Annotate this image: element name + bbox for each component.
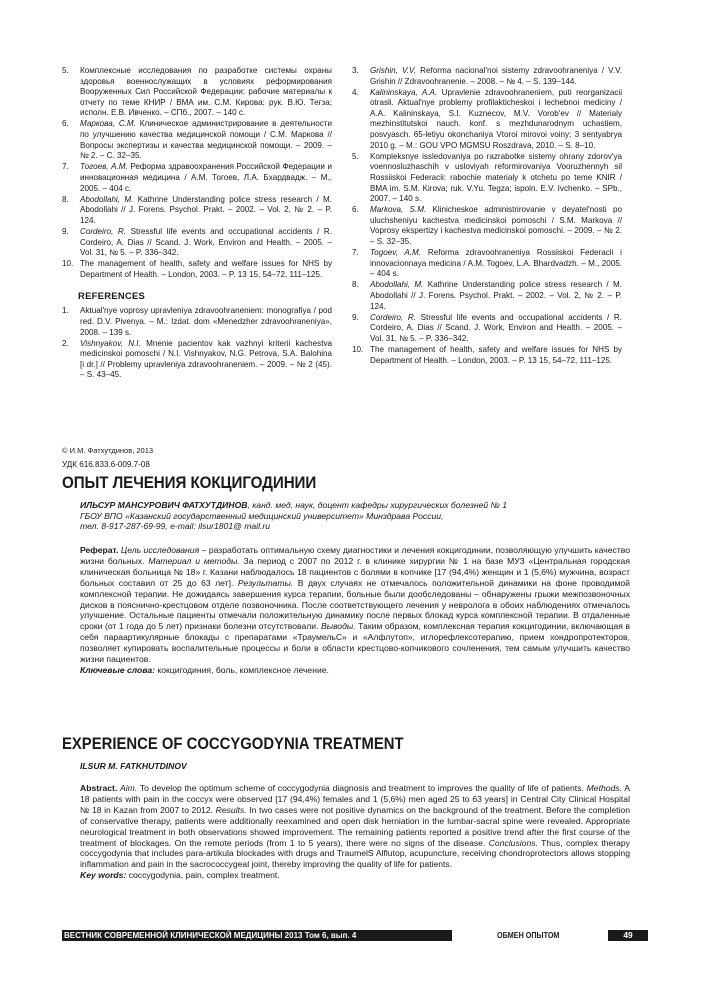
reference-text: Stressful life events and occupational accidents / R. Cordeiro, A. Dias // Scand. J. Work, Environ and Health. – 2005. – Vol. 31, № 5. – P. 336–342.	[80, 226, 333, 258]
methods-text-en: A 18 patients with pain in the coccyx were observed [17 (94,4%) females and 1 (5,6%) men aged 25 to 63 years] in Central City Clinical Hospital № 18 in Kazan from 2007 to 2012.	[80, 783, 631, 815]
reference-item	[352, 280, 622, 312]
keywords-label: Ключевые слова:	[80, 664, 155, 675]
methods-label: Материал и методы.	[148, 555, 240, 566]
reference-author: Vishnyakov, N.I.	[80, 338, 141, 348]
reference-item	[62, 195, 332, 227]
reference-text: Mnenie pacientov kak vazhnyi kriterii kachestva medicinskoi pomoschi / N.I. Vishnyakov, N.G. Petrova, S.A. Balohina [i dr.] // Problemy upravleniya zdravoohraneniem. – 2009. – № 2 (45). – S. 43–45.	[80, 338, 333, 380]
reference-number: 10.	[62, 259, 74, 269]
aim-label-en: Aim.	[120, 783, 138, 793]
reference-number: 2.	[62, 338, 69, 348]
keywords-text-en: coccygodynia, pain, complex treatment.	[126, 870, 280, 881]
reference-item	[62, 119, 332, 161]
reference-item	[352, 248, 622, 280]
reference-number: 6.	[62, 119, 69, 129]
author-name-en: ILSUR M. FATKHUTDINOV	[80, 761, 187, 771]
results-text: В двух случаях не отмечалось положительной динамики на фоне проводимой комплексной терапии. Не дожидаясь завершения курса терапии, больные были дообследованы – обнаружены грыжи межпозвоночных дисков в пояснично-крестцовом отделе позвоночника. После соответствующего лечения у невролога в обоих наблюдениях отмечалось улучшение. Остальные пациенты отмечали положительную динамику после первых блокад курса комплексной терапии. В отдаленные сроки (от 1 года до 5 лет) признаки болезни отсутствовали.	[80, 577, 630, 632]
reference-text: Stressful life events and occupational accidents / R. Cordeiro, A. Dias // Scand. J. Work, Environ and Health. – 2005. – Vol. 31, № 5. – P. 336–342.	[370, 312, 623, 343]
left-column	[62, 66, 332, 382]
reference-author: Cordeiro, R.	[80, 226, 126, 236]
reference-text: Aktual'nye voprosy upravleniya zdravoohraneniem: monografiya / pod red. D.V. Pivenya. – M.: Izdat. dom «Menedzher zdravoohraneniya», 2008. – 139 s.	[80, 306, 332, 337]
reference-number: 3.	[352, 66, 359, 75]
methods-label-en: Methods.	[586, 783, 622, 793]
results-text-en: In two cases were not positive dynamics on the background of the treatment. Before the completion of conservative therapy, patients were additionally reexamined and open disk herniation in the lumbar-sacral spine were revealed. Appropriate neurological treatment in both observations showed improvement. The remaining patients reported a positive trend after the first course of the treatment of blockages. On the remote periods (from 1 to 5 years), there were no signs of the disease.	[80, 804, 630, 848]
references-heading: REFERENCES	[78, 290, 146, 302]
reference-number: 7.	[352, 248, 359, 258]
author-info-ru	[80, 500, 640, 532]
right-refs-list	[352, 66, 622, 366]
abstract-en	[80, 783, 630, 881]
abstract-label-en: Abstract.	[80, 783, 118, 793]
reference-item	[352, 66, 622, 87]
reference-number: 4.	[352, 87, 359, 97]
right-column	[352, 66, 622, 382]
reference-text: Upravlenie zdravoohraneniem, puti reorganizacii otrasli. Aktual'nye problemy profilakticheskoi i lechebnoi mediciny / A.A. Kalininskaya, S.I. Kuznecov, M.V. Vorob'ev // Materialy mezhinstitutskoi nauch. konf. s mezhdunarodnym uchastiem, posvyasch. 65-letiyu okonchaniya Vtoroi mirovoi voiny; 3 sentyabrya 2010 g. – M.: GOU VPO MGMSU Roszdrava, 2010. – S. 8–10.	[370, 87, 622, 150]
aim-text: – разработать оптимальную схему диагностики и лечения кокцигодинии, позволяющую улучшить качество жизни больных.	[80, 545, 631, 566]
reference-author: Маркова, С.М.	[80, 119, 136, 129]
author-affiliation-ru: ГБОУ ВПО «Казанский государственный медицинский университет» Минздрава России,	[80, 510, 444, 521]
reference-item	[62, 227, 332, 259]
reference-text: Kathrine Understanding police stress research / M. Abodollahi // J. Forens. Psychol. Prakt. – 2002. – Vol. 2, № 2. – P. 124.	[80, 194, 333, 225]
reference-number: 10.	[352, 344, 364, 354]
reference-text: Reforma nacional'noi sistemy zdravoohraneniya / V.V. Grishin // Zdravoohranenie. – 2008. – № 4. – S. 139–144.	[370, 66, 622, 86]
reference-text: Комплексные исследования по разработке системы охраны здоровья военнослужащих в условиях реформирования Вооруженных Сил Российской Федерации: рабочие материалы к отчету по теме КНИР / ВМА им. С.М. Кирова; рук. В.Ю. Тегза; исполн. Е.В. Ивченко. – СПб., 2007. – 140 с.	[80, 66, 332, 118]
left-refs-list	[62, 66, 332, 280]
reference-author: Togoev, A.M.	[370, 248, 422, 258]
reference-author: Cordeiro, R.	[370, 312, 416, 322]
reference-item	[352, 205, 622, 247]
reference-author: Abodollahi, M.	[80, 194, 134, 204]
reference-item	[352, 88, 622, 152]
conclusions-text: Таким образом, комплексная терапия кокцигодинии, включающая в себя параартикулярные блокады с препаратами «ТраумельС» и «Алфлутоп», иглорефлексотерапию, прием хондропротекторов, позволяет купировать воспалительные процессы и боли в области крестцово-копчикового сочленения, тем самым улучшить качество жизни пациентов.	[80, 621, 630, 665]
reference-text: Kathrine Understanding police stress research / M. Abodollahi // J. Forens. Psychol. Prakt. – 2002. – Vol. 2, № 2. – P. 124.	[370, 280, 623, 311]
reference-item	[352, 345, 622, 366]
author-name-ru: ИЛЬСУР МАНСУРОВИЧ ФАТХУТДИНОВ	[80, 500, 248, 510]
aim-label: Цель исследования	[120, 545, 200, 555]
reference-text: The management of health, safety and welfare issues for NHS by Department of Health. – London, 2003. – P. 13 15, 54–72, 111–125.	[80, 259, 332, 279]
reference-number: 1.	[62, 306, 69, 316]
reference-text: Reforma zdravoohraneniya Rossiiskoi Federacii i innovacionnaya medicina / A.M. Togoev, L.A. Bhardvadzh. – M., 2005. – 404 s.	[370, 248, 622, 279]
reference-number: 8.	[352, 280, 359, 290]
reference-item	[62, 259, 332, 280]
reference-item	[352, 313, 622, 345]
conclusions-label-en: Conclusions.	[488, 837, 538, 848]
article-title-en: EXPERIENCE OF COCCYGODYNIA TREATMENT	[62, 735, 404, 753]
footer-journal-bar: ВЕСТНИК СОВРЕМЕННОЙ КЛИНИЧЕСКОЙ МЕДИЦИНЫ 2013 Том 6, вып. 4	[62, 930, 452, 941]
reference-number: 7.	[62, 162, 69, 172]
keywords-label-en: Key words:	[80, 870, 127, 881]
conclusions-label: Выводы.	[321, 621, 356, 632]
results-label: Результаты.	[237, 577, 294, 588]
reference-number: 6.	[352, 205, 359, 215]
reference-item	[62, 306, 332, 338]
page-number: 49	[608, 930, 648, 941]
reference-author: Kalininskaya, A.A.	[370, 87, 438, 97]
reference-author: Grishin, V.V.	[370, 66, 417, 75]
article-title-ru: ОПЫТ ЛЕЧЕНИЯ КОКЦИГОДИНИИ	[62, 474, 317, 492]
references-list	[62, 306, 332, 381]
reference-number: 9.	[352, 312, 359, 322]
abstract-ru	[80, 545, 630, 676]
reference-author: Markova, S.M.	[370, 205, 427, 215]
reference-item	[352, 152, 622, 205]
author-contact-ru: тел. 8-917-287-69-99, e-mail: ilsur1801@ mail.ru	[80, 521, 271, 532]
author-position-ru: , канд. мед. наук, доцент кафедры хирургических болезней № 1	[247, 500, 508, 510]
reference-item	[62, 162, 332, 194]
reference-author: Тогоев, А.М.	[80, 162, 128, 172]
reference-text: Клиническое администрирование в деятельности по улучшению качества медицинской помощи / С.М. Маркова // Вопросы экспертизы и качества медицинской помощи. – 2009. – № 2. – С. 32–35.	[80, 119, 332, 161]
reference-author: Abodollahi, M.	[370, 280, 424, 290]
reference-number: 8.	[62, 194, 69, 204]
reference-text: Реформа здравоохранения Российской Федерации и инновационная медицина / А.М. Тогоев, Л.А. Бхардвадж. – М., 2005. – 404 с.	[80, 162, 332, 193]
conclusions-text-en: Thus, complex therapy coccygodynia that includes para-artikula blockades with drugs and TraumelS Alflutop, acupuncture, receiving chondroprotectors allows stopping inflammation and pain in the sacrococcygeal joint, thereby improving the quality of life for patients.	[80, 837, 630, 870]
reference-number: 5.	[352, 151, 359, 161]
copyright: © И.М. Фатхутдинов, 2013	[62, 446, 154, 455]
results-label-en: Results.	[215, 804, 247, 815]
footer-section-title: ОБМЕН ОПЫТОМ	[497, 931, 560, 940]
reference-text: The management of health, safety and welfare issues for NHS by Department of Health. – London, 2003. – P. 13 15, 54–72, 111–125.	[370, 344, 622, 365]
keywords-text: кокцигодиния, боль, комплексное лечение.	[155, 664, 329, 675]
reference-text: Kompleksnye issledovaniya po razrabotke sistemy ohrany zdorov'ya voennosluzhaschih v usloviyah reformirovaniya Vooruzhennyh sil Rossiiskoi Federacii: rabochie materialy k otchetu po teme KNIR / BMA im. S.M. Kirova; ruk. V.Yu. Tegza; ispoln. E.V. Ivchenko. – SPb., 2007. – 140 s.	[370, 151, 622, 204]
udk-code: УДК 616.833.6-009.7-08	[62, 460, 150, 469]
reference-text: Klinicheskoe administrirovanie v deyatel'nosti po uluchsheniyu kachestva medicinskoi pomoschi / S.M. Markova // Voprosy ekspertizy i kachestva medicinskoi pomoschi. – 2009. – № 2. – S. 32–35.	[370, 205, 622, 246]
abstract-label: Реферат.	[80, 545, 119, 555]
methods-text: За период с 2007 по 2012 г. в клинике хирургии № 1 на базе МУЗ «Центральная городская клиническая больница № 18» г. Казани наблюдалось 18 пациентов с болями в копчике [17 (94,4%) женщин и 1 (5,6%) мужчина, возраст больных составил от 25 до 63 лет].	[80, 555, 630, 588]
reference-number: 9.	[62, 226, 69, 236]
reference-number: 5.	[62, 66, 69, 75]
reference-item	[62, 66, 332, 119]
aim-text-en: To develop the optimum scheme of coccygodynia diagnosis and treatment to improves the quality of life of patients.	[137, 783, 587, 793]
reference-item	[62, 339, 332, 381]
references-columns	[62, 66, 622, 382]
